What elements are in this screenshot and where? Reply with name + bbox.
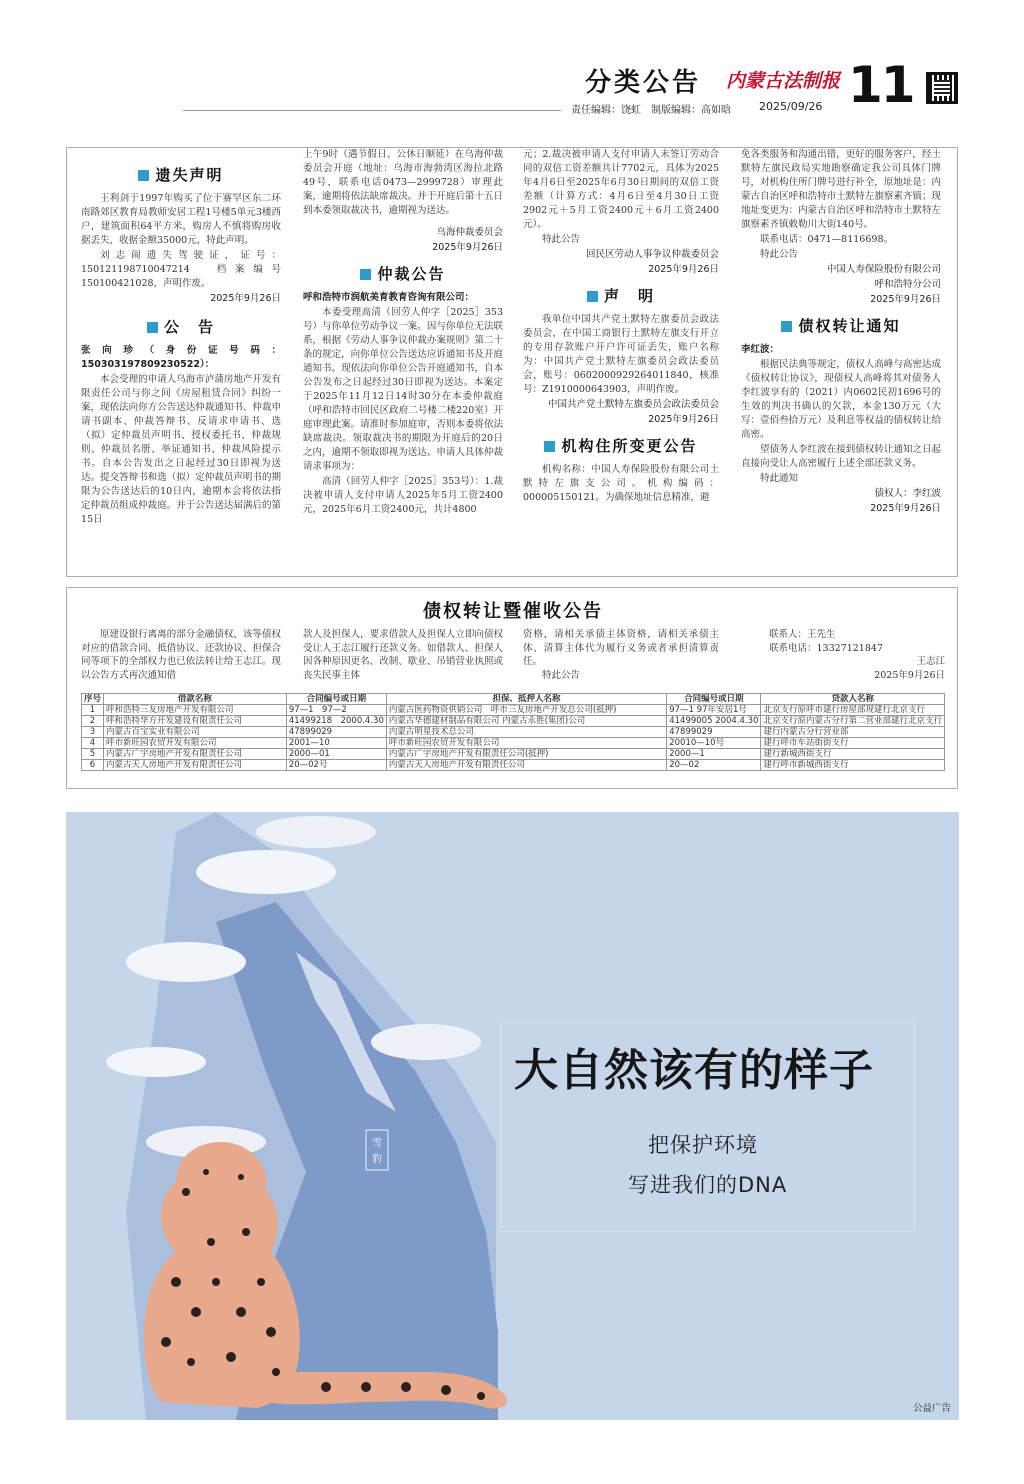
special-notice: 特此公告 bbox=[542, 669, 581, 681]
signature: 王志江 bbox=[916, 656, 945, 667]
heading-marker-icon bbox=[147, 322, 158, 333]
table-row bbox=[82, 749, 945, 760]
debt-transfer-paragraph: 望债务人李红波在接到债权转让通知之日起直接向受让人高密履行上述全部还款义务。 bbox=[741, 444, 941, 469]
column-header: 合同编号或日期 bbox=[286, 694, 386, 705]
signature-date: 2025年9月26日 bbox=[870, 503, 941, 514]
heading-marker-icon bbox=[544, 441, 555, 452]
table-cell: 北京支行原内蒙古分行第二营业部建行北京支行 bbox=[761, 716, 945, 727]
table-cell: 呼市新旺园农贸开发有限公司 bbox=[386, 738, 666, 749]
table-cell: 内蒙古广宇房地产开发有限责任公司(抵押) bbox=[386, 749, 666, 760]
lost-notice-paragraph: 刘志闹遗失驾驶证，证号：150121198710047214 档案编号150100421028，声明作废。 bbox=[81, 250, 281, 289]
transfer-title: 债权转让暨催收公告 bbox=[423, 601, 603, 622]
table-header-row bbox=[82, 694, 945, 705]
table-cell: 建行呼市新城西街支行 bbox=[761, 760, 945, 771]
lost-notice-date: 2025年9月26日 bbox=[210, 293, 281, 304]
arbitration-heading: 仲裁公告 bbox=[303, 267, 503, 281]
table-cell: 2000—1 bbox=[667, 749, 761, 760]
table-cell: 47899029 bbox=[286, 727, 386, 738]
table-cell: 北京支行原呼市建行房屋部现建行北京支行 bbox=[761, 705, 945, 716]
arbitration-continuation: 元；2.裁决被申请人支付申请人未签订劳动合同的双倍工资差额共计7702元，具体为2025年4月6日至2025年6月30日期间的双倍工资差额（计算方式：4月6日至4月30日工资2902元＋5月工资2400元＋6月工资2400元）。 bbox=[523, 149, 719, 230]
signature-date: 2025年9月26日 bbox=[432, 242, 503, 253]
seal-text-1: 雪 bbox=[372, 1138, 382, 1149]
table-cell: 内蒙古医药物资供销公司 呼市三友房地产开发总公司(抵押) bbox=[386, 705, 666, 716]
signature-date: 2025年9月26日 bbox=[870, 294, 941, 305]
table-row bbox=[82, 705, 945, 716]
page-number: 11 bbox=[848, 56, 914, 114]
contact-phone: 联系电话：13327121847 bbox=[769, 642, 883, 654]
address-change-paragraph: 机构名称：中国人寿保险股份有限公司土默特左旗支公司。机构编码：000005150121。为确保地址信息精准，避 bbox=[523, 464, 719, 503]
special-notice: 特此公告 bbox=[542, 234, 581, 245]
debt-table bbox=[81, 693, 945, 771]
transfer-column-4 bbox=[769, 628, 945, 682]
newspaper-brand-logo: 内蒙古法制报 bbox=[726, 70, 841, 92]
transfer-paragraph: 款人及担保人，要求借款人及担保人立即向债权受让人王志江履行还款义务。如借款人、担保人因各种原因更名、改制、歇业、吊销营业执照或丧失民事主体 bbox=[303, 629, 503, 681]
table-row bbox=[82, 760, 945, 771]
table-cell: 内蒙古天人房地产开发有限责任公司 bbox=[386, 760, 666, 771]
table-cell: 建行内蒙古分行营业部 bbox=[761, 727, 945, 738]
notice-addressee: 张向珍（身份证号码：150303197809230522）： bbox=[81, 345, 281, 370]
table-cell: 20—02 bbox=[667, 760, 761, 771]
table-cell: 呼和浩特华方开发建设有限责任公司 bbox=[104, 716, 287, 727]
editor-credits: 责任编辑：饶虹 制版编辑：高如晗 bbox=[571, 105, 731, 116]
address-change-continuation: 免各类服务和沟通出错，更好的服务客户，经土默特左旗民政局实地勘察确定我公司具体门牌号，对机构住所门牌号进行补全，原地址是：内蒙古自治区呼和浩特市土默特左旗察素齐镇；现地址变更为：内蒙古自治区呼和浩特市土默特左旗察素齐镇敕勒川大街140号。 bbox=[741, 149, 941, 230]
heading-marker-icon bbox=[138, 170, 149, 181]
table-cell: 内蒙古百宝实业有限公司 bbox=[104, 727, 287, 738]
signature: 呼和浩特分公司 bbox=[874, 279, 941, 290]
contact-person: 联系人：王先生 bbox=[769, 629, 836, 640]
contact-phone: 联系电话：0471—8116698。 bbox=[760, 234, 893, 245]
table-cell: 20010—10号 bbox=[667, 738, 761, 749]
table-cell: 建行新城西街支行 bbox=[761, 749, 945, 760]
arbitration-paragraph: 高清（回劳人仲字［2025］353号）：1.裁决被申请人支付申请人2025年5月工资2400元，2025年6月工资2400元，共计4800 bbox=[303, 476, 503, 515]
debt-transfer-addressee: 李红波： bbox=[741, 344, 780, 355]
column-header: 合同编号或日期 bbox=[667, 694, 761, 705]
table-cell: 41499218 2000.4.30 bbox=[286, 716, 386, 727]
debt-transfer-heading: 债权转让通知 bbox=[741, 319, 941, 333]
table-cell: 建行呼市车站街街支行 bbox=[761, 738, 945, 749]
statement-paragraph: 我单位中国共产党土默特左旗委员会政法委员会，在中国工商银行土默特左旗支行开立的专用存款账户开户许可证丢失，账户名称为：中国共产党土默特左旗委员会政法委员会，账号：0602000929264011840，核准号：Z1910000643903，声明作废。 bbox=[523, 314, 719, 395]
header-rule bbox=[183, 110, 561, 111]
debt-transfer-collection-box bbox=[66, 587, 958, 789]
statement-heading: 声 明 bbox=[523, 289, 719, 303]
table-cell: 47899029 bbox=[667, 727, 761, 738]
signature: 中国人寿保险股份有限公司 bbox=[826, 264, 941, 275]
table-cell: 呼市新旺园农贸开发有限公司 bbox=[104, 738, 287, 749]
issue-date: 2025/09/26 bbox=[759, 100, 823, 113]
ad-tag: 公益广告 bbox=[912, 1403, 951, 1414]
signature-date: 2025年9月26日 bbox=[648, 264, 719, 275]
notice-continuation: 上午9时（遇节假日、公休日顺延）在乌海仲裁委员会开庭（地址：乌海市海勃湾区海拉北路49号，联系电话0473—2999728）审理此案，逾期将依法缺席裁决。并于开庭后第十五日到本委领取裁决书，逾期视为送达。 bbox=[303, 149, 503, 216]
table-cell: 1 bbox=[82, 705, 104, 716]
ad-headline: 大自然该有的样子 bbox=[514, 1045, 874, 1096]
table-cell: 2000—01 bbox=[286, 749, 386, 760]
transfer-paragraph: 原建设银行离离的部分金融债权，该等债权对应的借款合同、抵借协议、还款协议、担保合同等项下的全部权力也已依法转让给王志江。现以公告方式再次通知借 bbox=[81, 629, 281, 681]
column-header: 担保、抵押人名称 bbox=[386, 694, 666, 705]
lost-notice-heading: 遗失声明 bbox=[81, 168, 281, 182]
signature: 中国共产党土默特左旗委员会政法委员会 bbox=[547, 399, 719, 410]
lost-notice-paragraph: 王利剑于1997年购买了位于赛罕区东二环南路郊区教育局教师安居工程1号楼5单元3楼西户，建筑面积64平方米，购房人不慎将购房收据丢失，收据金额35000元，特此声明。 bbox=[81, 193, 281, 246]
ad-subline-1: 把保护环境 bbox=[648, 1133, 758, 1157]
column-header: 序号 bbox=[82, 694, 104, 705]
column-header: 借款名称 bbox=[104, 694, 287, 705]
table-cell: 41499005 2004.4.30 bbox=[667, 716, 761, 727]
transfer-column-2 bbox=[303, 628, 503, 682]
notices-box bbox=[66, 147, 958, 577]
table-cell: 5 bbox=[82, 749, 104, 760]
table-cell: 2001—10 bbox=[286, 738, 386, 749]
table-cell: 6 bbox=[82, 760, 104, 771]
table-row bbox=[82, 716, 945, 727]
table-cell: 2 bbox=[82, 716, 104, 727]
signature-date: 2025年9月26日 bbox=[648, 414, 719, 425]
notice-column-4 bbox=[741, 148, 941, 517]
special-notice: 特此通知 bbox=[760, 473, 799, 484]
heading-marker-icon bbox=[587, 291, 598, 302]
debt-transfer-paragraph: 根据民法典等规定，债权人高峰与高密达成《债权转让协议》，现债权人高峰将其对债务人李红波享有的（2021）内0602民初1696号的生效的判决书确认的欠款，本金130万元（大写：壹佰叁拾万元）及利息等权益的债权转让给高密。 bbox=[741, 359, 941, 440]
table-cell: 内蒙古明星技术总公司 bbox=[386, 727, 666, 738]
signature: 债权人：李红波 bbox=[874, 488, 941, 499]
table-cell: 内蒙古天人房地产开发有限责任公司 bbox=[104, 760, 287, 771]
notice-heading: 公 告 bbox=[81, 320, 281, 334]
special-notice: 特此公告 bbox=[760, 249, 799, 260]
table-row bbox=[82, 738, 945, 749]
heading-marker-icon bbox=[781, 321, 792, 332]
signature-date: 2025年9月26日 bbox=[874, 669, 945, 681]
section-title: 分类公告 bbox=[585, 68, 702, 98]
notice-column-3 bbox=[523, 148, 719, 506]
notice-column-1 bbox=[81, 148, 281, 528]
address-change-heading: 机构住所变更公告 bbox=[523, 439, 719, 453]
table-cell: 内蒙古广宇房地产开发有限责任公司 bbox=[104, 749, 287, 760]
arbitration-addressee: 呼和浩特市润航美育教育咨询有限公司： bbox=[303, 292, 475, 303]
table-cell: 3 bbox=[82, 727, 104, 738]
table-cell: 97—1 97—2 bbox=[286, 705, 386, 716]
signature: 乌海仲裁委员会 bbox=[436, 227, 503, 238]
table-cell: 97—1 97年安居1号 bbox=[667, 705, 761, 716]
page-header bbox=[0, 0, 1024, 130]
column-header: 贷款人名称 bbox=[761, 694, 945, 705]
table-row bbox=[82, 727, 945, 738]
table-cell: 4 bbox=[82, 738, 104, 749]
transfer-column-1 bbox=[81, 628, 281, 682]
table-cell: 20—02号 bbox=[286, 760, 386, 771]
transfer-paragraph: 资格，请相关承债主体资格，请相关承债主体、清算主体代为履行义务或者承担清算责任。 bbox=[523, 629, 719, 667]
transfer-column-3 bbox=[523, 628, 719, 682]
notice-column-2 bbox=[303, 148, 503, 518]
notice-paragraph: 本会受理的申请人乌海市泸蒲房地产开发有限责任公司与你之间《房屋租赁合同》纠纷一案，现依法向你方公告送达仲裁通知书、仲裁申请书副本、仲裁答辩书、反请求申请书、选（拟）定仲裁员声明书、授权委托书、仲裁规则、仲裁员名册、举证通知书、仲裁风险提示书。自本公告发出之日起经过30日即视为送达。提交答辩书和选（拟）定仲裁员声明书的期限为公告送达后的10日内，逾期本会将依法指定仲裁员组成仲裁庭。并于公告送达届满后的第15日 bbox=[81, 374, 281, 525]
table-cell: 内蒙古华德建材制品有限公司 内蒙古永胜(集团)公司 bbox=[386, 716, 666, 727]
table-cell: 呼和浩特三友房地产开发有限公司 bbox=[104, 705, 287, 716]
signature: 回民区劳动人事争议仲裁委员会 bbox=[585, 249, 719, 260]
public-service-ad bbox=[66, 812, 959, 1420]
qr-code-icon[interactable] bbox=[926, 72, 958, 104]
arbitration-paragraph: 本委受理高清（回劳人仲字［2025］353号）与你单位劳动争议一案。因与你单位无法联系，根据《劳动人事争议仲裁办案规则》第二十条的规定，向你单位公告送达应诉通知书及开庭通知书。现依法向你单位公告开庭通知书，自本公告发布之日起经过30日即视为送达。本案定于2025年11月12日14时30分在本委仲裁庭（呼和浩特市回民区政府二号楼二楼220室）开庭审理此案。请准时参加庭审，否则本委将依法缺席裁决。领取裁决书的期限为开庭后的20日之内，逾期不领取即视为送达。申请人具体仲裁请求事项为： bbox=[303, 307, 503, 472]
ad-subline-2: 写进我们的DNA bbox=[628, 1173, 788, 1197]
seal-text-2: 豹 bbox=[372, 1154, 382, 1165]
heading-marker-icon bbox=[360, 269, 371, 280]
